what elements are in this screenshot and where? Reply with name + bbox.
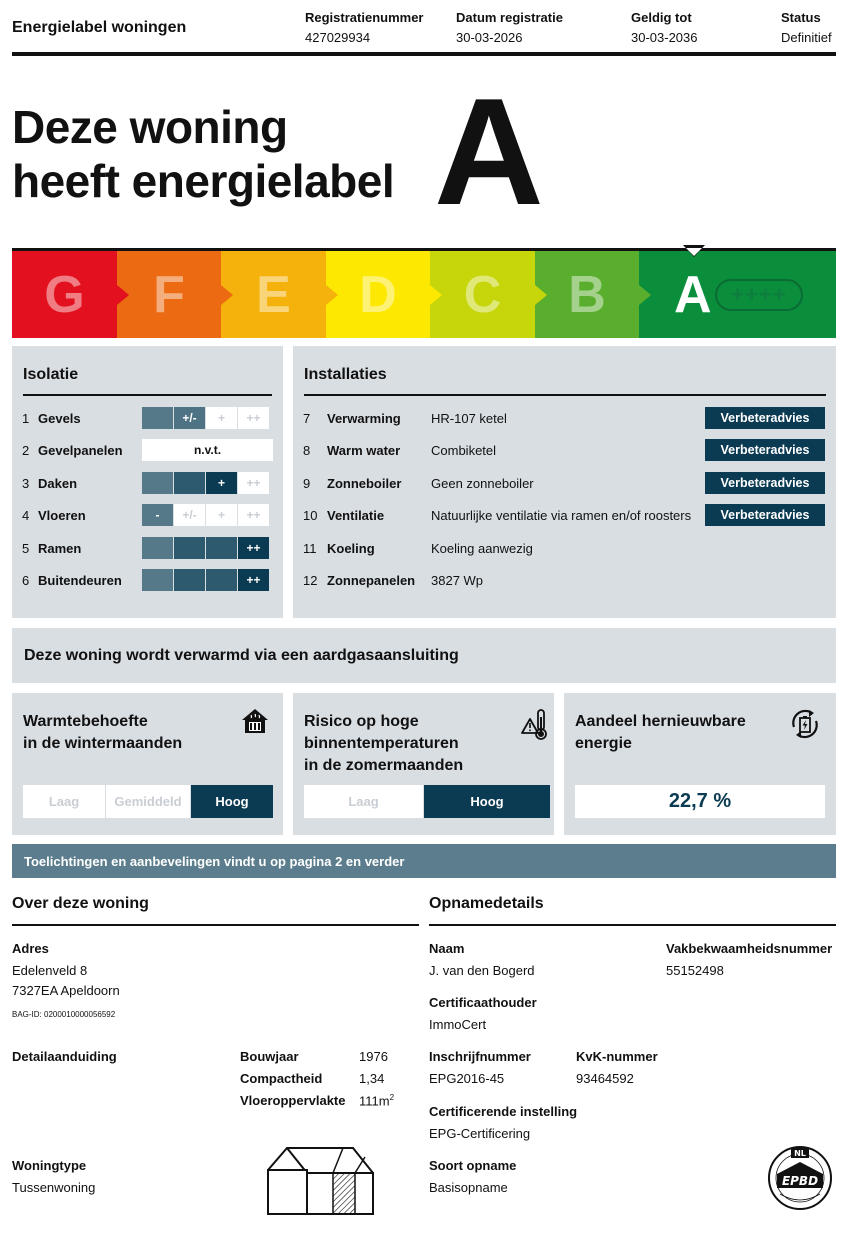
isolatie-scale-vloeren: - +/- + ++ xyxy=(142,504,270,526)
verbeteradvies-button-ventilatie[interactable]: Verbeteradvies xyxy=(705,504,825,526)
svg-text:NL: NL xyxy=(794,1149,806,1158)
warmte-option-laag: Laag xyxy=(23,785,105,818)
label-scale-bar xyxy=(12,248,836,338)
over-deze-woning-title: Over deze woning xyxy=(12,895,149,912)
isolatie-title: Isolatie xyxy=(23,366,79,383)
adres-straat: Edelenveld 8 xyxy=(12,963,88,978)
certificaathouder-value: ImmoCert xyxy=(429,1017,487,1032)
compactheid-value: 1,34 xyxy=(359,1071,385,1086)
warmtebehoefte-scale xyxy=(23,785,273,818)
bag-id: BAG-ID: 0200010000056592 xyxy=(12,1010,116,1019)
toelichting-banner: Toelichtingen en aanbevelingen vindt u op pagina 2 en verder xyxy=(12,844,836,878)
verbeteradvies-button-warm-water[interactable]: Verbeteradvies xyxy=(705,439,825,461)
verbeteradvies-button-verwarming[interactable]: Verbeteradvies xyxy=(705,407,825,429)
isolatie-scale-daken: + ++ xyxy=(142,472,270,494)
isolatie-row-gevelpanelen: 2 Gevelpanelen xyxy=(22,442,123,458)
compactheid-label: Compactheid xyxy=(240,1071,323,1086)
isolatie-row-ramen: 5 Ramen xyxy=(22,540,82,556)
vloeroppervlakte-value: $111m^2$ xyxy=(359,1093,395,1109)
kvk-label: KvK-nummer xyxy=(576,1049,658,1064)
document-title: Energielabel woningen xyxy=(12,19,187,36)
detailaanduiding-label: Detailaanduiding xyxy=(12,1049,117,1064)
vakbekwaamheid-label: Vakbekwaamheidsnummer xyxy=(666,941,833,956)
installatie-row-zonneboiler: 9 Zonneboiler Geen zonneboiler xyxy=(303,475,534,491)
label-segment-g: G xyxy=(12,251,117,338)
valid-until: Geldig tot 30-03-2036 xyxy=(631,10,698,45)
kvk-value: 93464592 xyxy=(576,1071,634,1086)
certificerende-instelling-value: EPG-Certificering xyxy=(429,1126,531,1141)
risico-title: Risico op hoge binnentemperaturen in de zomermaanden xyxy=(304,713,464,774)
label-segment-b: B xyxy=(535,251,639,338)
certificaathouder-label: Certificaathouder xyxy=(429,995,537,1010)
pointer-notch xyxy=(686,248,702,256)
woningtype-value: Tussenwoning xyxy=(12,1180,96,1195)
registration-date: Datum registratie 30-03-2026 xyxy=(456,10,563,45)
label-segment-c: C xyxy=(430,251,535,338)
vakbekwaamheid-value: 55152498 xyxy=(666,963,724,978)
isolatie-scale-gevelpanelen: n.v.t. xyxy=(142,439,273,461)
gas-connection-notice: Deze woning wordt verwarmd via een aardgasaansluiting xyxy=(12,628,836,683)
installatie-row-warm-water: 8 Warm water Combiketel xyxy=(303,442,497,458)
warmte-option-gemiddeld: Gemiddeld xyxy=(106,785,190,818)
hernieuwbaar-percentage: 22,7 % xyxy=(575,785,825,818)
label-segment-e: E xyxy=(221,251,326,338)
naam-label: Naam xyxy=(429,941,465,956)
bouwjaar-value: 1976 xyxy=(359,1049,388,1064)
energy-label-letter: A xyxy=(434,67,544,237)
installatie-row-ventilatie: 10 Ventilatie Natuurlijke ventilatie via ramen en/of roosters xyxy=(303,507,692,523)
epbd-logo xyxy=(766,1144,834,1212)
vloeroppervlakte-label: Vloeroppervlakte xyxy=(240,1093,346,1108)
adres-label: Adres xyxy=(12,941,49,956)
installatie-row-zonnepanelen: 12 Zonnepanelen 3827 Wp xyxy=(303,572,484,588)
soort-opname-label: Soort opname xyxy=(429,1158,517,1173)
opname-divider xyxy=(429,924,836,926)
house-heating-icon xyxy=(241,707,269,735)
installatie-row-verwarming: 7 Verwarming HR-107 ketel xyxy=(303,410,507,426)
hernieuwbare-energie-panel xyxy=(564,693,836,835)
isolatie-panel xyxy=(12,346,283,618)
installatie-row-koeling: 11 Koeling Koeling aanwezig xyxy=(303,540,533,556)
risico-scale xyxy=(304,785,550,818)
label-segment-a: A ++++ xyxy=(639,251,836,338)
installaties-title: Installaties xyxy=(304,366,387,383)
svg-text:EPBD: EPBD xyxy=(781,1174,819,1188)
risico-option-laag: Laag xyxy=(304,785,423,818)
plus-indicator: ++++ xyxy=(715,279,803,311)
opnamedetails-title: Opnamedetails xyxy=(429,895,544,912)
installaties-panel xyxy=(293,346,836,618)
terraced-house-icon xyxy=(265,1145,377,1217)
warmte-option-hoog: Hoog xyxy=(191,785,273,818)
risico-panel xyxy=(293,693,554,835)
renewable-battery-icon xyxy=(788,707,822,741)
isolatie-row-buitendeuren: 6 Buitendeuren xyxy=(22,572,122,588)
naam-value: J. van den Bogerd xyxy=(429,963,535,978)
isolatie-row-gevels: 1 Gevels xyxy=(22,410,81,426)
isolatie-scale-buitendeuren: ++ xyxy=(142,569,270,591)
woningtype-label: Woningtype xyxy=(12,1158,87,1173)
isolatie-row-vloeren: 4 Vloeren xyxy=(22,507,86,523)
registration-number: Registratienummer 427029934 xyxy=(305,10,424,45)
isolatie-scale-gevels: +/- + ++ xyxy=(142,407,270,429)
status: Status Definitief xyxy=(781,10,832,45)
isolatie-scale-ramen: ++ xyxy=(142,537,270,559)
certificerende-instelling-label: Certificerende instelling xyxy=(429,1104,578,1119)
bouwjaar-label: Bouwjaar xyxy=(240,1049,299,1064)
label-segment-f: F xyxy=(117,251,221,338)
inschrijfnummer-label: Inschrijfnummer xyxy=(429,1049,531,1064)
isolatie-row-daken: 3 Daken xyxy=(22,475,78,491)
risico-option-hoog: Hoog xyxy=(424,785,550,818)
label-segment-d: D xyxy=(326,251,430,338)
warmtebehoefte-title: Warmtebehoefte in de wintermaanden xyxy=(23,713,183,752)
hernieuwbaar-title: Aandeel hernieuwbare energie xyxy=(575,713,746,752)
header xyxy=(12,6,836,56)
inschrijfnummer-value: EPG2016-45 xyxy=(429,1071,505,1086)
verbeteradvies-button-zonneboiler[interactable]: Verbeteradvies xyxy=(705,472,825,494)
adres-postcode: 7327EA Apeldoorn xyxy=(12,983,120,998)
thermometer-warning-icon xyxy=(521,707,549,741)
soort-opname-value: Basisopname xyxy=(429,1180,508,1195)
woning-divider xyxy=(12,924,419,926)
main-title: Deze woning heeft energielabel xyxy=(12,101,395,207)
warmtebehoefte-panel xyxy=(12,693,283,835)
